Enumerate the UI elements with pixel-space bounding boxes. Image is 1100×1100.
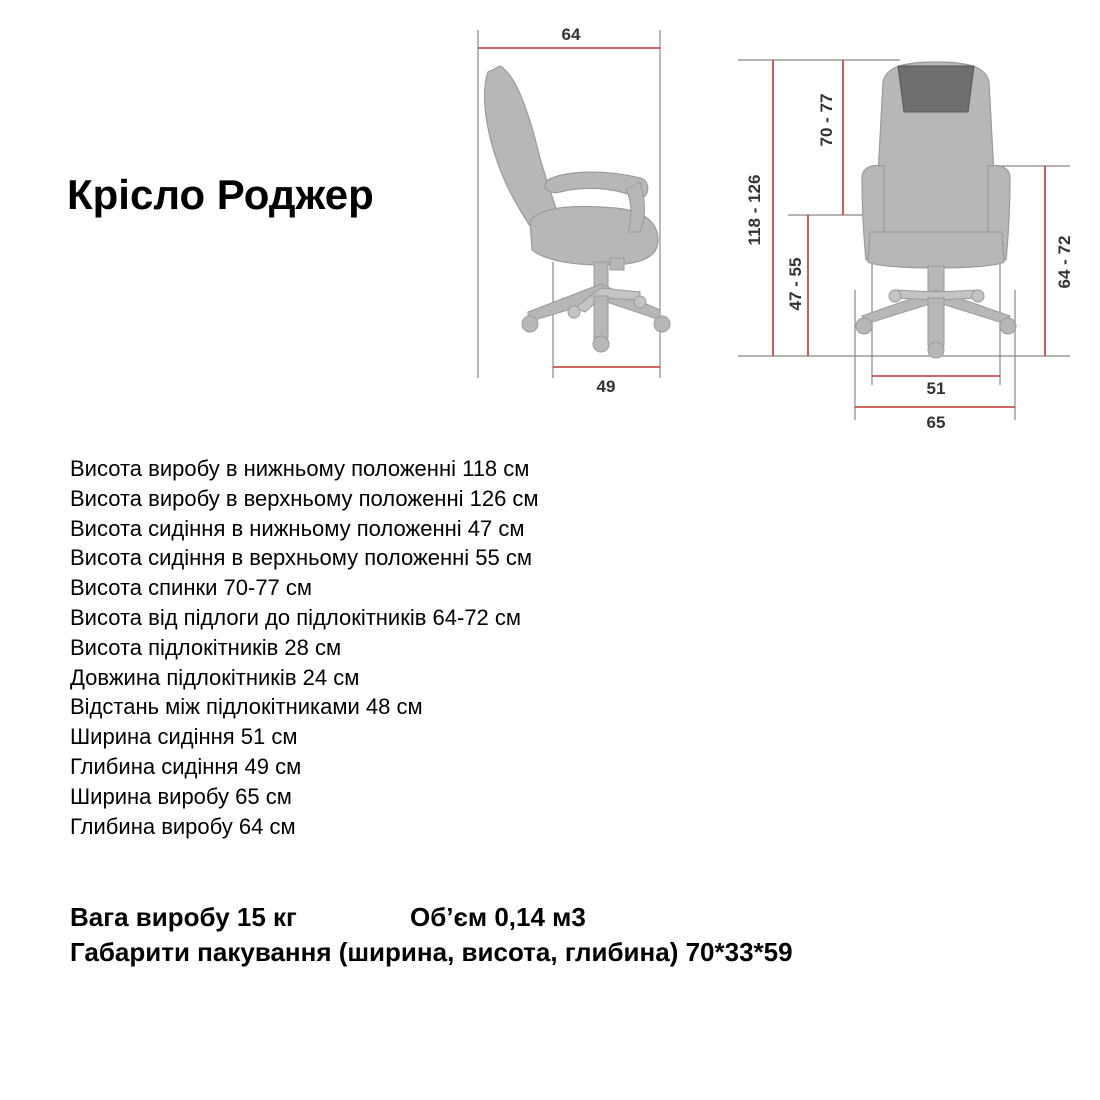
spec-item: Ширина виробу 65 см [70,783,292,809]
dim-label-width-total: 65 [926,413,946,432]
chair-side-silhouette [485,66,670,352]
side-view [478,25,670,396]
spec-list [70,454,539,841]
packaging-dimensions-text: Габарити пакування (ширина, висота, глибина) 70*33*59 [70,937,793,967]
dim-label-seat-width: 51 [926,379,946,398]
spec-item: Ширина сидіння 51 см [70,724,298,750]
dim-label-total-height: 118 - 126 [745,174,764,246]
front-view [738,60,1074,432]
spec-item: Висота підлокітників 28 см [70,634,342,660]
spec-item: Висота виробу в нижньому положенні 118 см [70,456,530,481]
weight-text: Вага виробу 15 кг [70,902,297,932]
page-title: Крісло Роджер [67,171,374,218]
chair-front-silhouette [856,62,1016,358]
dim-label-armrest-floor-height: 64 - 72 [1055,235,1074,289]
volume-text: Об’єм 0,14 м3 [410,902,586,932]
dim-label-seat-depth: 49 [596,377,616,396]
dim-label-backrest-height: 70 - 77 [817,93,836,147]
summary-weight-volume-row [70,900,793,935]
product-summary [70,900,793,970]
spec-item: Висота сидіння в верхньому положенні 55 см [70,545,532,571]
spec-item: Відстань між підлокітниками 48 см [70,694,423,720]
chair-dimension-diagram [0,0,1100,450]
spec-item: Висота виробу в верхньому положенні 126 см [70,485,539,511]
dim-label-depth-total: 64 [561,25,581,44]
spec-item: Висота спинки 70-77 см [70,575,313,601]
spec-item: Висота сидіння в нижньому положенні 47 см [70,515,525,541]
dim-label-seat-height: 47 - 55 [786,257,805,311]
spec-item: Глибина виробу 64 см [70,813,296,839]
spec-item: Висота від підлоги до підлокітників 64-72 см [70,604,522,630]
spec-item: Глибина сидіння 49 см [70,753,302,779]
spec-item: Довжина підлокітників 24 см [70,664,360,690]
